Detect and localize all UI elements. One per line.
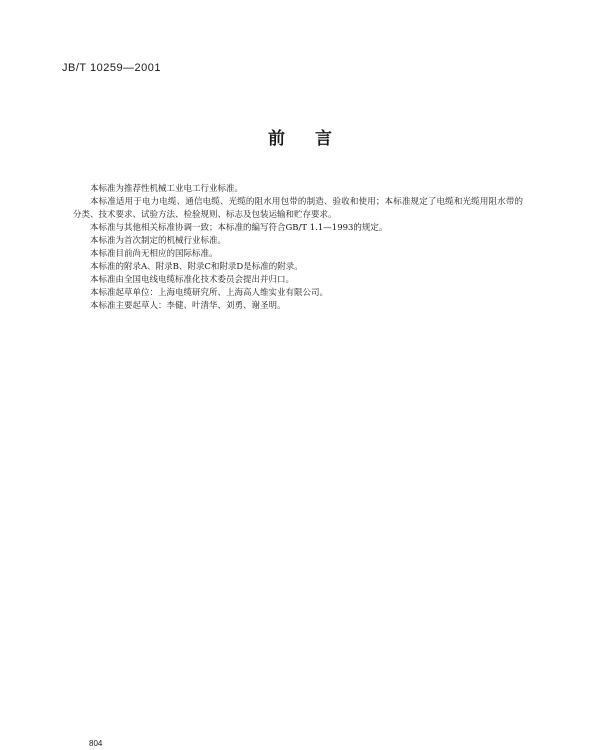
- page-title: 前言: [268, 129, 362, 149]
- page-number: 804: [89, 739, 103, 748]
- paragraph-1: 本标准为推荐性机械工业电工行业标准。: [90, 184, 244, 194]
- paragraph-3: 本标准与其他相关标准协调一致；本标准的编写符合GB/T 1.1—1993的规定。: [90, 223, 388, 233]
- paragraph-8: 本标准起草单位：上海电缆研究所、上海高人维实业有限公司。: [90, 288, 329, 298]
- paragraph-7: 本标准由全国电线电缆标准化技术委员会提出并归口。: [90, 275, 295, 285]
- foreword-body: [73, 183, 523, 313]
- paragraph-6: 本标准的附录A、附录B、附录C和附录D是标准的附录。: [90, 262, 303, 272]
- paragraph-9: 本标准主要起草人：李健、叶清华、刘勇、谢圣明。: [90, 301, 286, 311]
- paragraph-4: 本标准为首次制定的机械行业标准。: [90, 236, 227, 246]
- document-code: JB/T 10259—2001: [62, 62, 162, 74]
- paragraph-2: 本标准适用于电力电缆、通信电缆、光缆的阻水用包带的制造、验收和使用；本标准规定了电缆和光缆用阻水带的分类、技术要求、试验方法、检验规则、标志及包装运输和贮存要求。: [73, 197, 523, 220]
- paragraph-5: 本标准目前尚无相应的国际标准。: [90, 249, 218, 259]
